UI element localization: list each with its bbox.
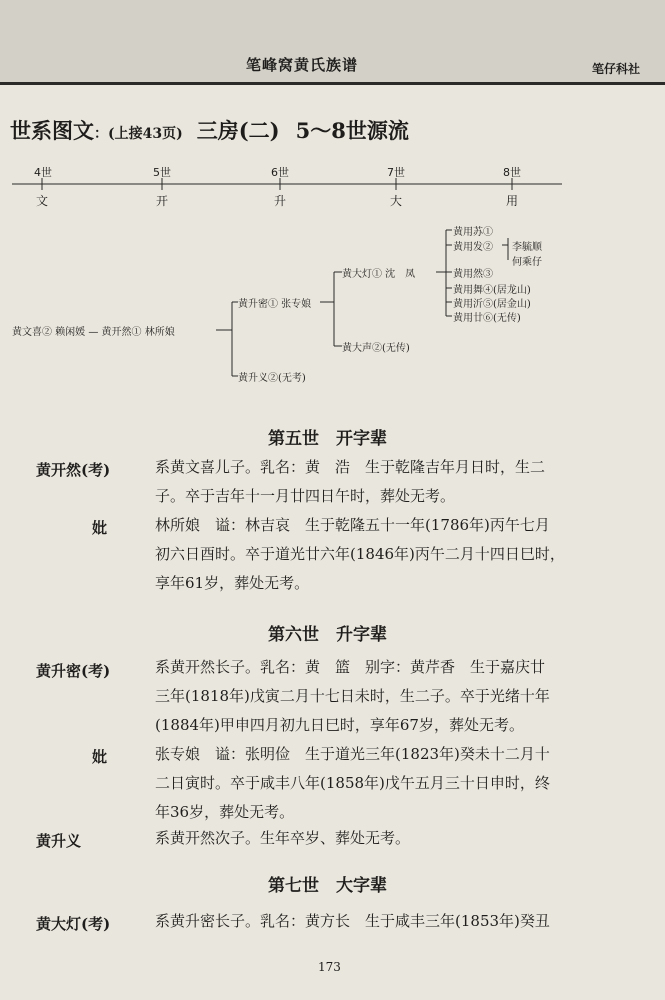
tree-node-g7-1: 黄大灯① 沈 凤 xyxy=(342,269,416,280)
tree-node-g8: 黄用然③ xyxy=(453,269,493,280)
gen-label-8: 8世 xyxy=(503,166,521,179)
person-record xyxy=(155,653,550,740)
tree-node-g8: 黄用舞④(居龙山) xyxy=(453,285,531,296)
tree-node-g9: 李毓顺 xyxy=(512,242,542,253)
gen-label-7: 7世 xyxy=(387,166,405,179)
tree-node-g8: 黄用廿⑥(无传) xyxy=(453,313,521,324)
person-name: 黄升密(考) xyxy=(36,662,111,680)
page-number: 173 xyxy=(318,960,341,974)
gen-zi-7: 大 xyxy=(390,194,403,208)
section-subtitle: ：(上接43页) xyxy=(94,126,183,142)
person-name: 黄升义 xyxy=(36,832,82,850)
gen-label-6: 6世 xyxy=(271,166,289,179)
person-record xyxy=(155,453,545,511)
generation-heading: 第六世 升字辈 xyxy=(268,625,387,645)
person-name: 黄开然(考) xyxy=(36,461,111,479)
record-line: 年36岁，葬处无考。 xyxy=(155,803,295,821)
tree-node-g7-2: 黄大声②(无传) xyxy=(342,343,410,354)
tree-node-root: 黄文喜② 赖闲媛 — 黄开然① 林所娘 xyxy=(12,327,175,338)
tree-node-g8: 黄用发② xyxy=(453,242,493,253)
person-name: 黄大灯(考) xyxy=(36,915,111,933)
spouse-label: 妣 xyxy=(92,748,108,766)
record-line: 初六日酉时。卒于道光廿六年(1846年)丙午二月十四日巳时， xyxy=(155,545,565,563)
gen-zi-5: 开 xyxy=(156,194,169,208)
gen-label-4: 4世 xyxy=(34,166,52,179)
tree-lines xyxy=(0,0,665,400)
record-line: 系黄文喜儿子。乳名：黄 浩 生于乾隆吉年月日时，生二 xyxy=(155,458,546,476)
tree-node-g6-2: 黄升义②(无考) xyxy=(238,373,306,384)
section-house: 三房(二) xyxy=(196,118,280,143)
generation-heading: 第五世 开字辈 xyxy=(268,429,387,449)
record-line: (1884年)甲申四月初九日巳时，享年67岁，葬处无考。 xyxy=(155,716,524,734)
gen-label-5: 5世 xyxy=(153,166,171,179)
record-line: 系黄升密长子。乳名：黄方长 生于咸丰三年(1853年)癸丑 xyxy=(155,912,550,930)
spouse-record xyxy=(155,511,565,598)
gen-zi-4: 文 xyxy=(36,194,49,208)
record-line: 三年(1818年)戊寅二月十七日未时，生二子。卒于光绪十年 xyxy=(155,687,550,705)
person-record xyxy=(155,907,550,936)
tree-node-g8: 黄用苏① xyxy=(453,227,493,238)
spouse-record xyxy=(155,740,550,827)
spouse-label: 妣 xyxy=(92,519,108,537)
gen-zi-6: 升 xyxy=(274,194,287,208)
tree-node-g6-1: 黄升密① 张专娘 xyxy=(238,299,312,310)
section-range: 5～8世源流 xyxy=(295,118,409,143)
record-line: 子。卒于吉年十一月廿四日午时，葬处无考。 xyxy=(155,487,456,505)
tree-node-g9: 何乘仔 xyxy=(512,257,542,268)
section-title-main: 世系图文 xyxy=(10,118,94,143)
record-line: 二日寅时。卒于咸丰八年(1858年)戊午五月三十日申时，终 xyxy=(155,774,550,792)
book-title: 笔峰窝黄氏族谱 xyxy=(246,56,359,74)
record-line: 系黄开然长子。乳名：黄 篮 别字：黄芹香 生于嘉庆廿 xyxy=(155,658,546,676)
person-record xyxy=(155,824,410,853)
record-line: 张专娘 谥：张明俭 生于道光三年(1823年)癸未十二月十 xyxy=(155,745,550,763)
generation-heading: 第七世 大字辈 xyxy=(268,876,387,896)
record-line: 享年61岁，葬处无考。 xyxy=(155,574,310,592)
record-line: 林所娘 谥：林吉哀 生于乾隆五十一年(1786年)丙午七月 xyxy=(155,516,550,534)
tree-node-g8: 黄用沂⑤(居金山) xyxy=(453,299,531,310)
record-line: 系黄开然次子。生年卒岁、葬处无考。 xyxy=(155,829,411,847)
gen-zi-8: 用 xyxy=(506,194,519,208)
header-right-label: 笔仔科社 xyxy=(592,62,641,76)
